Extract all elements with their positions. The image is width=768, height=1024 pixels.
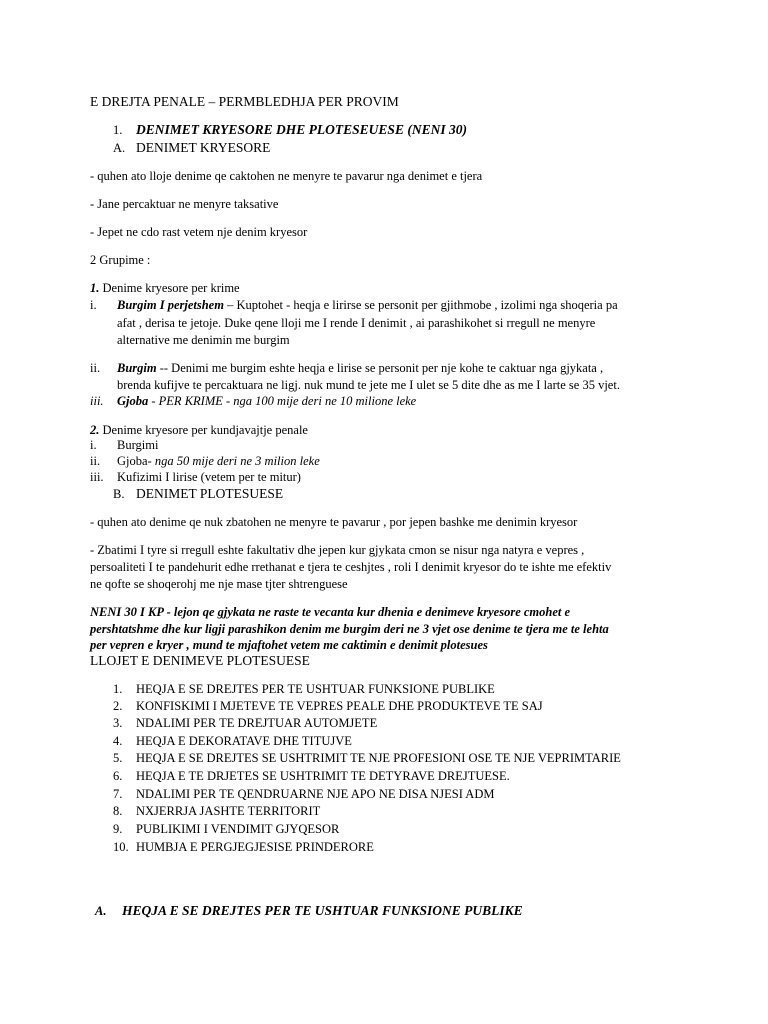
- roman-numeral: i.: [90, 298, 97, 312]
- paragraph: - Jane percaktuar ne menyre taksative: [90, 197, 279, 211]
- paragraph-line: persoaliteti I te pandehurit edhe rrethanat e tjera te ceshjtes , roli I denimit kryesor do te ishte me efektiv: [90, 560, 612, 574]
- list-number: 2.: [113, 699, 123, 713]
- list-item: NXJERRJA JASHTE TERRITORIT: [136, 804, 321, 818]
- list-number: 1.: [113, 682, 123, 696]
- roman-numeral: iii.: [90, 470, 104, 484]
- list-item: [117, 360, 603, 376]
- article-note-line: pershtatshme dhe kur ligji parashikon denim me burgim deri ne 3 vjet ose denime te tjera me te lehta: [90, 622, 609, 636]
- list-number: 5.: [113, 751, 123, 765]
- list-item: HEQJA E TE DRJETES SE USHTRIMIT TE DETYRAVE DREJTUESE.: [136, 769, 510, 783]
- group-text: Denime kryesore per kundjavajtje penale: [99, 423, 308, 437]
- paragraph: - Jepet ne cdo rast vetem nje denim kryesor: [90, 225, 308, 239]
- section-number: 1.: [113, 123, 123, 137]
- roman-numeral: i.: [90, 438, 97, 452]
- article-note-line: per vepren e kryer , mund te mjaftohet vetem me caktimin e denimit plotesues: [90, 638, 488, 652]
- group-number: 1.: [90, 281, 100, 295]
- group-heading: [90, 280, 240, 296]
- list-number: 10.: [113, 840, 129, 854]
- list-item: KONFISKIMI I MJETEVE TE VEPRES PEALE DHE PRODUKTEVE TE SAJ: [136, 699, 543, 713]
- list-item: [117, 297, 618, 313]
- roman-numeral: ii.: [90, 361, 101, 375]
- list-item: HEQJA E DEKORATAVE DHE TITUJVE: [136, 734, 352, 748]
- subsection-letter: A.: [113, 141, 126, 155]
- definition: - PER KRIME - nga 100 mije deri ne 10 milione leke: [148, 394, 417, 408]
- list-heading: LLOJET E DENIMEVE PLOTESUESE: [90, 653, 310, 668]
- group-number: 2.: [90, 423, 100, 437]
- paragraph-line: ne qofte se shoqerohj me nje mase tjter shtrenguese: [90, 577, 348, 591]
- definition: – Kuptohet - heqja e lirirse se personit per gjithmobe , izolimi nga shoqeria pa: [223, 298, 618, 312]
- document-title: E DREJTA PENALE – PERMBLEDHJA PER PROVIM: [90, 94, 399, 109]
- group-heading: [90, 422, 308, 438]
- item-text: Gjoba-: [117, 454, 152, 468]
- list-number: 7.: [113, 787, 123, 801]
- paragraph: - quhen ato lloje denime qe caktohen ne menyre te pavarur nga denimet e tjera: [90, 169, 483, 183]
- group-text: Denime kryesore per krime: [99, 281, 240, 295]
- paragraph: 2 Grupime :: [90, 253, 151, 267]
- list-item: Kufizimi I lirise (vetem per te mitur): [117, 470, 301, 484]
- subsection-heading: DENIMET PLOTESUESE: [136, 486, 284, 501]
- list-item: HEQJA E SE DREJTES SE USHTRIMIT TE NJE PROFESIONI OSE TE NJE VEPRIMTARIE: [136, 751, 621, 765]
- list-number: 4.: [113, 734, 123, 748]
- list-number: 9.: [113, 822, 123, 836]
- roman-numeral: ii.: [90, 454, 101, 468]
- definition: -- Denimi me burgim eshte heqja e lirise se personit per nje kohe te caktuar nga gjykata ,: [156, 361, 604, 375]
- list-number: 3.: [113, 716, 123, 730]
- definition-line: afat , derisa te jetoje. Duke qene lloji me I rende I denimit , ai parashikohet si rregull ne menyre: [117, 316, 596, 330]
- item-detail: nga 50 mije deri ne 3 milion leke: [151, 454, 320, 468]
- definition-line: alternative me denimin me burgim: [117, 333, 290, 347]
- list-number: 6.: [113, 769, 123, 783]
- list-item: HEQJA E SE DREJTES PER TE USHTUAR FUNKSIONE PUBLIKE: [136, 682, 495, 696]
- roman-numeral: iii.: [90, 394, 104, 408]
- section-heading: DENIMET KRYESORE DHE PLOTESEUESE (NENI 30): [136, 122, 467, 137]
- subsection-letter: B.: [113, 487, 125, 501]
- list-item: PUBLIKIMI I VENDIMIT GJYQESOR: [136, 822, 340, 836]
- section-heading: HEQJA E SE DREJTES PER TE USHTUAR FUNKSIONE PUBLIKE: [122, 903, 523, 918]
- list-item: [117, 393, 416, 409]
- term: Burgim I perjetshem: [117, 298, 224, 312]
- definition-line: brenda kufijve te percaktuara ne ligj. nuk mund te jete me I ulet se 5 dite dhe as me I larte se 35 vjet.: [117, 378, 620, 392]
- list-item: NDALIMI PER TE DREJTUAR AUTOMJETE: [136, 716, 378, 730]
- article-note-line: NENI 30 I KP - lejon qe gjykata ne raste te vecanta kur dhenia e denimeve kryesore cmohet e: [90, 605, 571, 619]
- list-item: [117, 453, 320, 469]
- list-item: NDALIMI PER TE QENDRUARNE NJE APO NE DISA NJESI ADM: [136, 787, 495, 801]
- paragraph: - quhen ato denime qe nuk zbatohen ne menyre te pavarur , por jepen bashke me denimin kryesor: [90, 515, 578, 529]
- paragraph-line: - Zbatimi I tyre si rregull eshte fakultativ dhe jepen kur gjykata cmon se nisur nga natyra e vepres ,: [90, 543, 585, 557]
- list-item: Burgimi: [117, 438, 159, 452]
- list-item: HUMBJA E PERGJEGJESISE PRINDERORE: [136, 840, 374, 854]
- subsection-heading: DENIMET KRYESORE: [136, 140, 271, 155]
- list-number: 8.: [113, 804, 123, 818]
- term: Gjoba: [117, 394, 149, 408]
- term: Burgim: [117, 361, 157, 375]
- section-letter: A.: [95, 904, 107, 918]
